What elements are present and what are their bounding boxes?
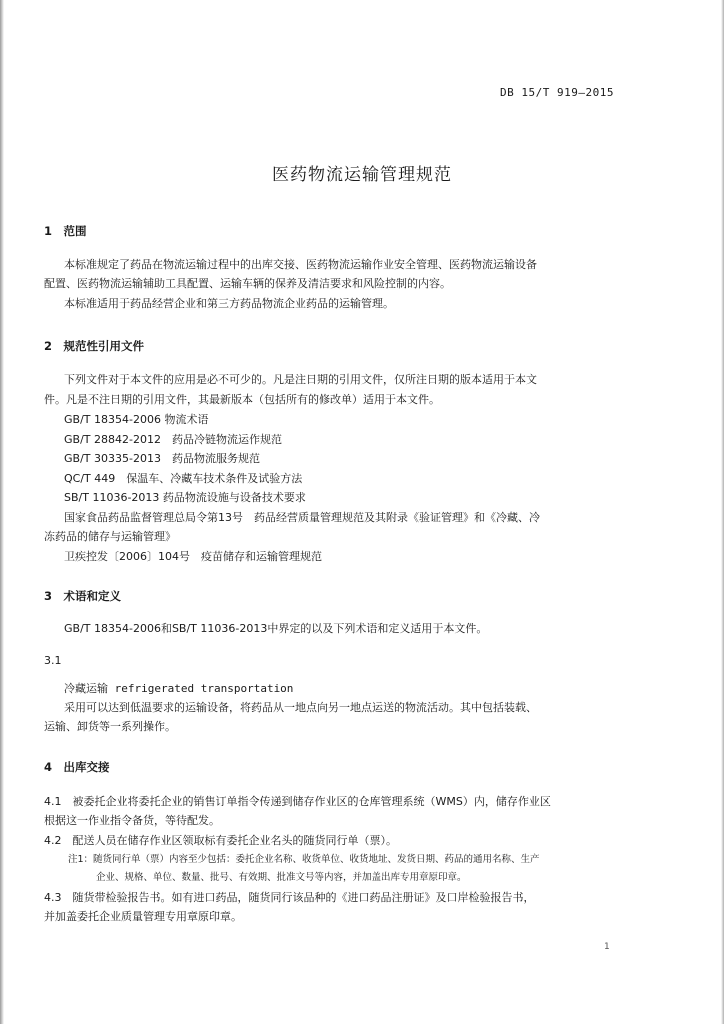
reference-item: 卫疾控发〔2006〕104号 疫苗储存和运输管理规范 bbox=[64, 550, 322, 563]
section-3-intro: GB/T 18354-2006和SB/T 11036-2013中界定的以及下列术语和定义适用于本文件。 bbox=[64, 622, 488, 635]
note-line: 企业、规格、单位、数量、批号、有效期、批准文号等内容，并加盖出库专用章原印章。 bbox=[96, 872, 467, 883]
reference-item: GB/T 18354-2006 物流术语 bbox=[64, 413, 209, 426]
reference-item: QC/T 449 保温车、冷藏车技术条件及试验方法 bbox=[64, 472, 303, 485]
reference-item: SB/T 11036-2013 药品物流设施与设备技术要求 bbox=[64, 491, 306, 504]
clause-4-1-line: 4.1 被委托企业将委托企业的销售订单指令传递到储存作业区的仓库管理系统（WMS）内，储存作业区 bbox=[44, 795, 551, 808]
scan-border-left bbox=[0, 0, 4, 1024]
reference-item: GB/T 30335-2013 药品物流服务规范 bbox=[64, 452, 260, 465]
clause-4-2: 4.2 配送人员在储存作业区领取标有委托企业名头的随货同行单（票）。 bbox=[44, 834, 397, 847]
clause-4-3-line: 并加盖委托企业质量管理专用章原印章。 bbox=[44, 910, 242, 923]
note-line: 注1：随货同行单（票）内容至少包括：委托企业名称、收货单位、收货地址、发货日期、药品的通用名称、生产 bbox=[68, 854, 540, 865]
section-1-para-line: 配置、医药物流运输辅助工具配置、运输车辆的保养及清洁要求和风险控制的内容。 bbox=[44, 277, 451, 290]
page-title: 医药物流运输管理规范 bbox=[272, 165, 452, 185]
section-4-heading: 4 出库交接 bbox=[44, 760, 110, 774]
clause-4-1-line: 根据这一作业指令备货，等待配发。 bbox=[44, 814, 220, 827]
reference-item: GB/T 28842-2012 药品冷链物流运作规范 bbox=[64, 433, 282, 446]
term-name: 冷藏运输 refrigerated transportation bbox=[64, 682, 294, 695]
page-number: 1 bbox=[604, 942, 610, 952]
clause-4-3-line: 4.3 随货带检验报告书。如有进口药品，随货同行该品种的《进口药品注册证》及口岸检验报告书， bbox=[44, 891, 535, 904]
term-definition-line: 运输、卸货等一系列操作。 bbox=[44, 720, 176, 733]
clause-number: 3.1 bbox=[44, 654, 62, 667]
section-1-para-line: 本标准规定了药品在物流运输过程中的出库交接、医药物流运输作业安全管理、医药物流运输设备 bbox=[64, 258, 537, 271]
section-1-heading: 1 范围 bbox=[44, 224, 87, 238]
term-definition-line: 采用可以达到低温要求的运输设备，将药品从一地点向另一地点运送的物流活动。其中包括装载、 bbox=[64, 701, 537, 714]
section-3-heading: 3 术语和定义 bbox=[44, 589, 122, 603]
section-2-heading: 2 规范性引用文件 bbox=[44, 339, 145, 353]
section-2-para-line: 件。凡是不注日期的引用文件，其最新版本（包括所有的修改单）适用于本文件。 bbox=[44, 393, 440, 406]
standard-code: DB 15/T 919—2015 bbox=[500, 86, 614, 99]
section-2-para-line: 下列文件对于本文件的应用是必不可少的。凡是注日期的引用文件，仅所注日期的版本适用于本文 bbox=[64, 373, 537, 386]
reference-item: 国家食品药品监督管理总局令第13号 药品经营质量管理规范及其附录《验证管理》和《冷藏、冷 bbox=[64, 511, 540, 524]
reference-item: 冻药品的储存与运输管理》 bbox=[44, 530, 176, 543]
section-1-scope-para: 本标准适用于药品经营企业和第三方药品物流企业药品的运输管理。 bbox=[64, 297, 394, 310]
